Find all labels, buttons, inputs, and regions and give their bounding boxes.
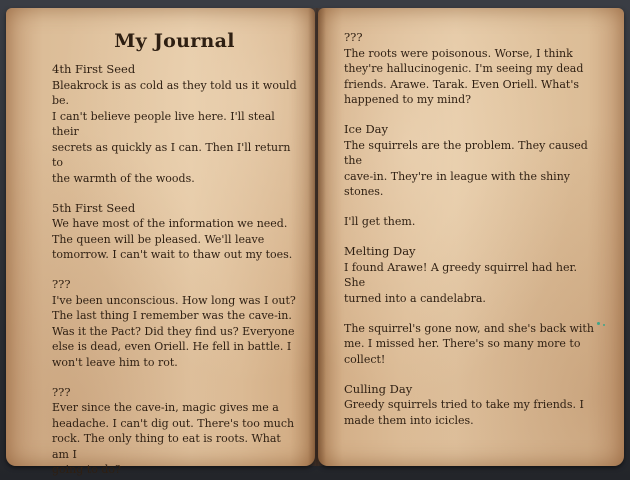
journal-entry	[52, 201, 297, 263]
entry-line: stones.	[344, 185, 384, 198]
entry-line: The queen will be pleased. We'll leave	[52, 232, 265, 246]
entry-heading: ???	[52, 277, 71, 291]
entry-heading: 5th First Seed	[52, 200, 136, 215]
entry-text	[344, 321, 594, 368]
entry-text	[344, 138, 594, 200]
entry-line: secrets as quickly as I can. Then I'll return to	[52, 140, 291, 169]
entry-line: else is dead, even Oriell. He fell in battle. I	[52, 340, 292, 353]
entry-line: rock. The only thing to eat is roots. What am I	[52, 432, 281, 461]
entry-heading: Melting Day	[344, 244, 416, 258]
journal-entry	[344, 321, 594, 368]
entry-line: won't leave him to rot.	[52, 355, 178, 369]
entry-line: headache. I can't dig out. There's too much	[52, 416, 295, 430]
entry-heading: Culling Day	[344, 381, 413, 396]
entry-line: The last thing I remember was the cave-in.	[52, 309, 292, 322]
entry-line: happened to my mind?	[344, 93, 472, 106]
entry-line: Greedy squirrels tried to take my friends. I	[344, 398, 584, 411]
journal-entry	[344, 214, 594, 230]
entry-line: me. I missed her. There's so many more to	[344, 337, 581, 350]
entry-line: The squirrels are the problem. They caused the	[344, 138, 588, 167]
entry-line: made them into icicles.	[344, 413, 474, 427]
entry-line: I've been unconscious. How long was I out?	[52, 293, 296, 307]
entry-line: The squirrel's gone now, and she's back with	[344, 321, 594, 335]
entry-line: collect!	[344, 352, 386, 366]
entry-heading: ???	[344, 30, 363, 44]
journal-entry	[344, 382, 594, 429]
entry-line: turned into a candelabra.	[344, 291, 486, 305]
entry-heading: Ice Day	[344, 122, 389, 136]
entry-line: I found Arawe! A greedy squirrel had her. She	[344, 260, 578, 289]
entry-text	[52, 78, 297, 187]
entry-text	[344, 46, 594, 108]
entry-line: Was it the Pact? Did they find us? Everyone	[52, 324, 295, 338]
entry-line: Bleakrock is as cold as they told us it would be.	[52, 78, 297, 107]
entry-line: cave-in. They're in league with the shiny	[344, 169, 570, 183]
left-page	[6, 8, 315, 476]
entry-text	[52, 216, 297, 263]
journal-entry	[344, 30, 594, 108]
left-entries	[52, 62, 297, 478]
entry-text	[344, 260, 594, 307]
journal-entry	[52, 277, 297, 370]
journal-title: My Journal	[114, 30, 235, 52]
entry-line: I can't believe people live here. I'll steal their	[52, 109, 275, 138]
journal-entry	[52, 62, 297, 186]
entry-line: I'll get them.	[344, 215, 416, 228]
entry-line: We have most of the information we need.	[52, 217, 288, 230]
entry-line: they're hallucinogenic. I'm seeing my dead	[344, 62, 584, 75]
right-entries	[344, 30, 594, 428]
journal-entry	[344, 122, 594, 200]
entry-line: going to do?	[52, 463, 121, 476]
entry-heading: 4th First Seed	[52, 62, 136, 76]
entry-line: The roots were poisonous. Worse, I think	[344, 46, 573, 60]
entry-line: the warmth of the woods.	[52, 171, 195, 185]
entry-text	[52, 293, 297, 371]
entry-text	[344, 214, 594, 230]
entry-line: Ever since the cave-in, magic gives me a	[52, 401, 279, 414]
entry-line: tomorrow. I can't wait to thaw out my toes.	[52, 248, 293, 261]
entry-text	[344, 397, 594, 428]
journal-entry	[344, 244, 594, 306]
ink-dots-decoration	[597, 320, 603, 326]
entry-text	[52, 400, 297, 478]
entry-line: friends. Arawe. Tarak. Even Oriell. What's	[344, 77, 580, 91]
entry-heading: ???	[52, 384, 71, 399]
right-page	[318, 8, 624, 466]
journal-entry	[52, 385, 297, 478]
